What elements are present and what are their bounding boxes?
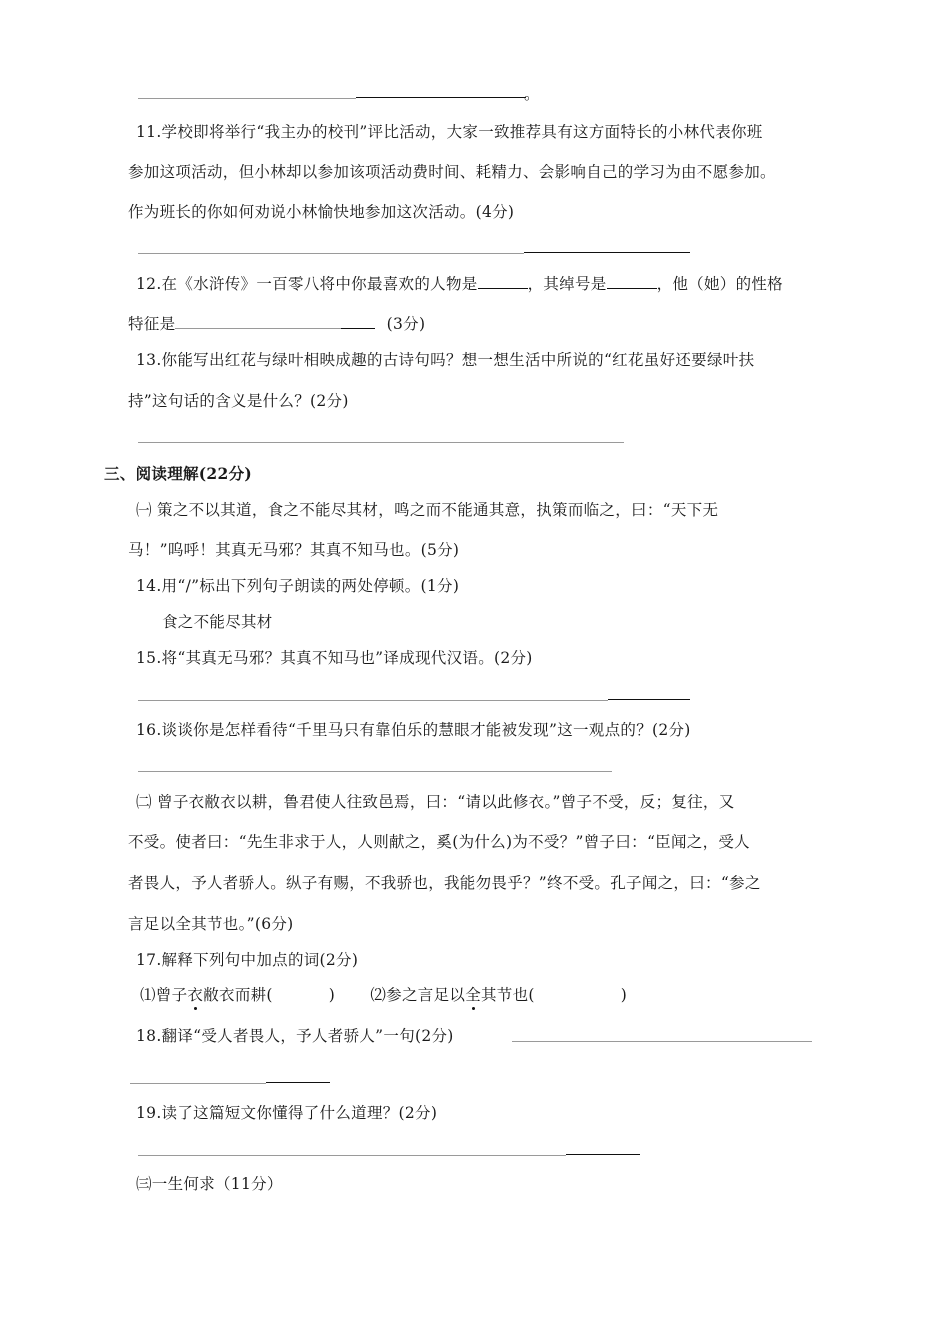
q11-line-3: 作为班长的你如何劝说小林愉快地参加这次活动。(4分) [128, 203, 515, 221]
q17-item-1-close: ) [328, 986, 336, 1004]
q19-answer-line-thin [138, 1155, 566, 1156]
q14-sentence: 食之不能尽其材 [162, 613, 273, 631]
q12-text-b: ，其绰号是 [527, 275, 607, 293]
q17-item-2-post: 其节也( [481, 986, 535, 1004]
q18-line-1: 18.翻译“受人者畏人，予人者骄人”一句(2分) [136, 1027, 454, 1045]
q13-answer-line [138, 442, 624, 443]
q12-text-c: ，他（她）的性格 [656, 275, 783, 293]
q19-answer-line-thick [566, 1154, 640, 1155]
q12-score: (3分) [386, 315, 426, 333]
q12-blank-nickname[interactable] [607, 274, 657, 289]
passage-1-line-1: ㈠ 策之不以其道，食之不能尽其材，鸣之而不能通其意，执策而临之，曰：“天下无 [136, 501, 719, 519]
passage-2-line-1: ㈡ 曾子衣敝衣以耕，鲁君使人往致邑焉，曰：“请以此修衣。”曾子不受，反；复往，又 [136, 793, 735, 811]
passage-2-line-3: 者畏人，予人者骄人。纵子有赐，不我骄也，我能勿畏乎？”终不受。孔子闻之，曰：“参之 [128, 874, 761, 892]
q17-items [140, 985, 627, 1005]
q15-line-1: 15.将“其真无马邪？其真不知马也”译成现代汉语。(2分) [136, 649, 533, 667]
q12-line-2 [128, 314, 425, 334]
q12-blank-character[interactable] [478, 274, 528, 289]
q17-item-1-pre: ⑴曾子 [140, 986, 188, 1004]
answer-end-mark: 。 [524, 85, 540, 103]
q11-answer-line-thin [138, 253, 524, 254]
q13-line-2: 持”这句话的含义是什么？(2分) [128, 392, 349, 410]
passage-1-line-2: 马！”呜呼！其真无马邪？其真不知马也。(5分) [128, 541, 460, 559]
q18-answer-line-thick [266, 1082, 330, 1083]
q18-answer-line-right [512, 1041, 812, 1042]
q16-line-1: 16.谈谈你是怎样看待“千里马只有靠伯乐的慧眼才能被发现”这一观点的？(2分) [136, 721, 691, 739]
q12-text-traits: 特征是 [128, 315, 176, 333]
q17-item-2-dotted-word: 全 [465, 986, 481, 1004]
passage-3-title: ㈢一生何求（11分） [136, 1175, 283, 1193]
q12-blank-traits-thin[interactable] [175, 314, 341, 329]
q12-line-1 [136, 274, 783, 294]
q19-line-1: 19.读了这篇短文你懂得了什么道理？(2分) [136, 1104, 438, 1122]
section-3-heading: 三、阅读理解(22分) [104, 464, 253, 483]
q12-blank-traits-thick[interactable] [341, 314, 375, 329]
q15-answer-line-thick [608, 699, 690, 700]
q13-line-1: 13.你能写出红花与绿叶相映成趣的古诗句吗？想一想生活中所说的“红花虽好还要绿叶扶 [136, 351, 755, 369]
q17-line-1: 17.解释下列句中加点的词(2分) [136, 951, 359, 969]
answer-line-prev-thin [138, 98, 356, 99]
q11-answer-line-thick [524, 252, 690, 253]
q16-answer-line [138, 771, 612, 772]
q15-answer-line-thin [138, 700, 608, 701]
q12-text-a: 12.在《水浒传》一百零八将中你最喜欢的人物是 [136, 275, 478, 293]
q17-item-2-close: ) [620, 986, 628, 1004]
q11-line-2: 参加这项活动，但小林却以参加该项活动费时间、耗精力、会影响自己的学习为由不愿参加。 [128, 163, 776, 181]
q17-item-1-dotted-word: 衣 [187, 986, 204, 1004]
q17-item-1-post: 敝衣而耕( [203, 986, 273, 1004]
q11-line-1: 11.学校即将举行“我主办的校刊”评比活动，大家一致推荐具有这方面特长的小林代表你班 [136, 123, 763, 141]
passage-2-line-4: 言足以全其节也。”(6分) [128, 915, 294, 933]
q18-answer-line-thin [130, 1083, 266, 1084]
q17-item-2-pre: ⑵参之言足以 [370, 986, 466, 1004]
answer-line-prev-thick [356, 97, 526, 98]
q14-line-1: 14.用“/”标出下列句子朗读的两处停顿。(1分) [136, 577, 460, 595]
passage-2-line-2: 不受。使者曰：“先生非求于人，人则献之，奚(为什么)为不受？”曾子曰：“臣闻之，受人 [128, 833, 750, 851]
